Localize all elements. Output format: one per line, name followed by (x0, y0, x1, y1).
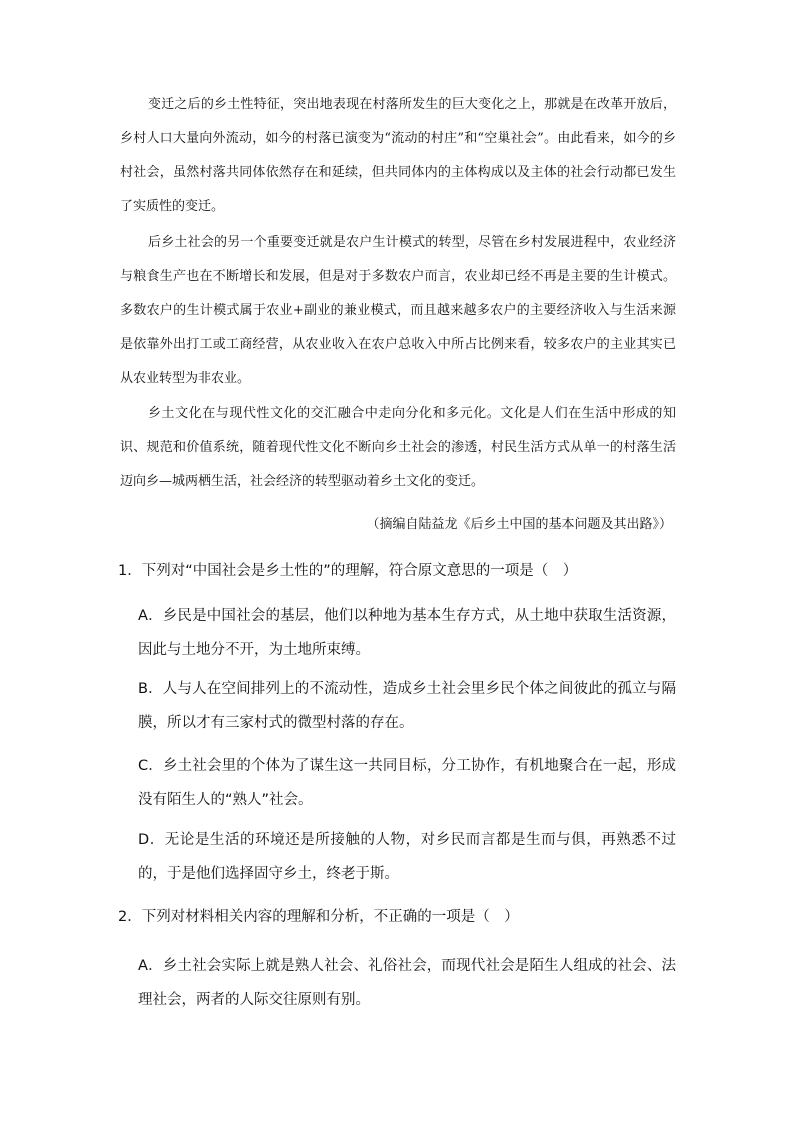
passage-paragraph-1: 变迁之后的乡土性特征，突出地表现在村落所发生的巨大变化之上，那就是在改革开放后，乡村人口大量向外流动，如今的村落已演变为“流动的村庄”和“空巢社会”。由此看来，如今的乡村社会，虽然村落共同体依然存在和延续，但共同体内的主体构成以及主体的社会行动都已发生了实质性的变迁。 (120, 97, 676, 214)
question-2-stem: 2．下列对材料相关内容的理解和分析，不正确的一项是（ ） (118, 909, 519, 925)
question-1-option-c[interactable]: C．乡土社会里的个体为了谋生这一共同目标，分工协作，有机地聚合在一起，形成没有陌生人的“熟人”社会。 (138, 758, 676, 808)
passage-paragraph-3: 乡土文化在与现代性文化的交汇融合中走向分化和多元化。文化是人们在生活中形成的知识、规范和价值系统，随着现代性文化不断向乡土社会的渗透，村民生活方式从单一的村落生活迈向乡—城两栖生活，社会经济的转型驱动着乡土文化的变迁。 (120, 406, 676, 489)
question-1-option-d[interactable]: D．无论是生活的环境还是所接触的人物，对乡民而言都是生而与俱，再熟悉不过的，于是他们选择固守乡土，终老于斯。 (138, 832, 676, 882)
passage-source: （摘编自陆益龙《后乡土中国的基本问题及其出路》） (366, 517, 672, 532)
question-1-option-b[interactable]: B．人与人在空间排列上的不流动性，造成乡土社会里乡民个体之间彼此的孤立与隔膜，所以才有三家村式的微型村落的存在。 (138, 681, 676, 731)
question-1-stem: 1．下列对“中国社会是乡土性的”的理解，符合原文意思的一项是（ ） (118, 563, 578, 579)
question-2-option-a[interactable]: A．乡土社会实际上就是熟人社会、礼俗社会，而现代社会是陌生人组成的社会、法理社会，两者的人际交往原则有别。 (138, 958, 676, 1008)
question-1-option-a[interactable]: A．乡民是中国社会的基层，他们以种地为基本生存方式，从土地中获取生活资源，因此与土地分不开，为土地所束缚。 (138, 608, 676, 658)
passage-paragraph-2: 后乡土社会的另一个重要变迁就是农户生计模式的转型，尽管在乡村发展进程中，农业经济与粮食生产也在不断增长和发展，但是对于多数农户而言，农业却已经不再是主要的生计模式。多数农户的生计模式属于农业+副业的兼业模式，而且越来越多农户的主要经济收入与生活来源是依靠外出打工或工商经营，从农业收入在农户总收入中所占比例来看，较多农户的主业其实已从农业转型为非农业。 (120, 235, 676, 386)
